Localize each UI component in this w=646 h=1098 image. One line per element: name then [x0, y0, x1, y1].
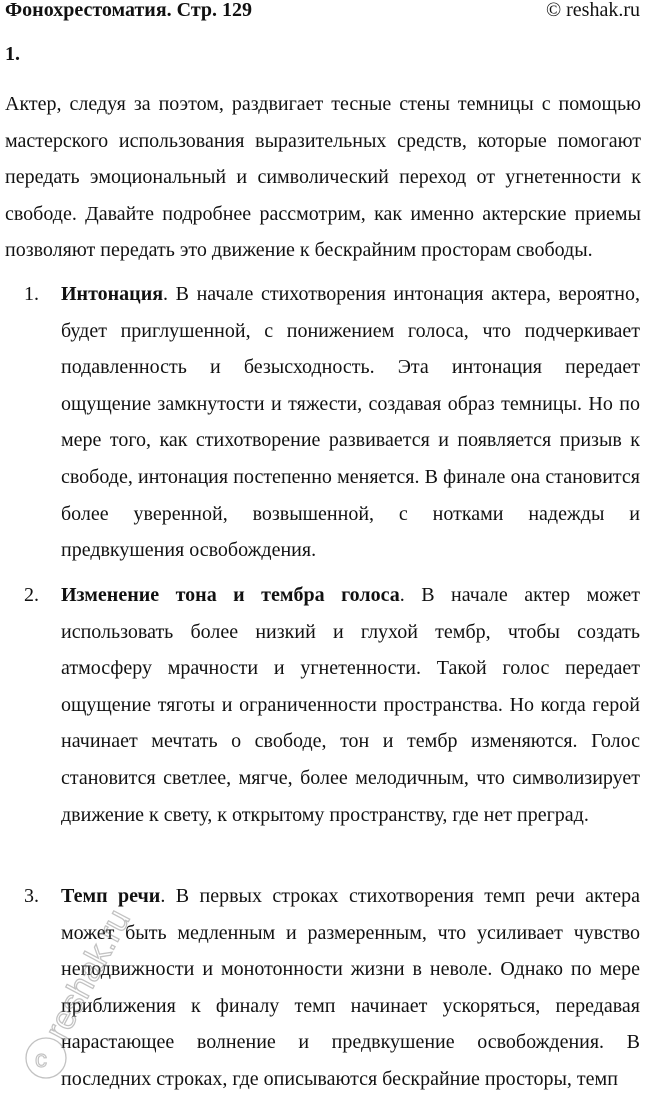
list-item-text: . В начале актер может использовать более низкий и глухой тембр, чтобы создать атмосферу мрачности и угнетенности. Такой голос передает ощущение тяготы и ограниченности пространства. Но когда герой начинает мечтать о свободе, тон и тембр изменяются. Голос становится светлее, мягче, более мелодичным, что символизирует движение к свету, к открытому пространству, где нет преград. [61, 584, 640, 826]
list-item-text: . В начале стихотворения интонация актера, вероятно, будет приглушенной, с понижением голоса, что подчеркивает подавленность и безысходность. Эта интонация передает ощущение замкнутости и тяжести, создавая образ темницы. Но по мере того, как стихотворение развивается и появляется призыв к свободе, интонация постепенно меняется. В финале она становится более уверенной, возвышенной, с нотками надежды и предвкушения освобождения. [61, 283, 640, 562]
intro-text: Актер, следуя за поэтом, раздвигает тесные стены темницы с помощью мастерского использования выразительных средств, которые помогают передать эмоциональный и символический переход от угнетенности к свободе. Давайте подробнее рассмотрим, как именно актерские приемы позволяют передать это движение к бескрайним просторам свободы. [5, 93, 641, 262]
list-item-term: Интонация [61, 283, 164, 305]
list-item-number: 1. [24, 283, 39, 305]
list-item-number: 3. [24, 885, 39, 907]
intro-paragraph [5, 86, 641, 269]
svg-text:c: c [35, 1046, 47, 1073]
site-credit: © reshak.ru [545, 0, 640, 21]
list-item-body [61, 577, 640, 833]
task-number: 1. [5, 43, 20, 65]
list-item-body [61, 276, 640, 569]
watermark-text: reshak.ru [37, 903, 138, 1047]
list-item-text: . В первых строках стихотворения темп речи актера может быть медленным и размеренным, что усиливает чувство неподвижности и монотонности жизни в неволе. Однако по мере приближения к финалу темп начинает ускоряться, передавая нарастающее волнение и предвкушение освобождения. В последних строках, где описываются бескрайние просторы, темп [61, 885, 640, 1090]
list-item-term: Темп речи [61, 885, 161, 907]
list-item-number: 2. [24, 584, 39, 606]
list-item-term: Изменение тона и тембра голоса [61, 584, 400, 606]
page-title: Фонохрестоматия. Стр. 129 [5, 0, 253, 21]
page-header [5, 0, 640, 22]
list-item-body [61, 878, 640, 1098]
